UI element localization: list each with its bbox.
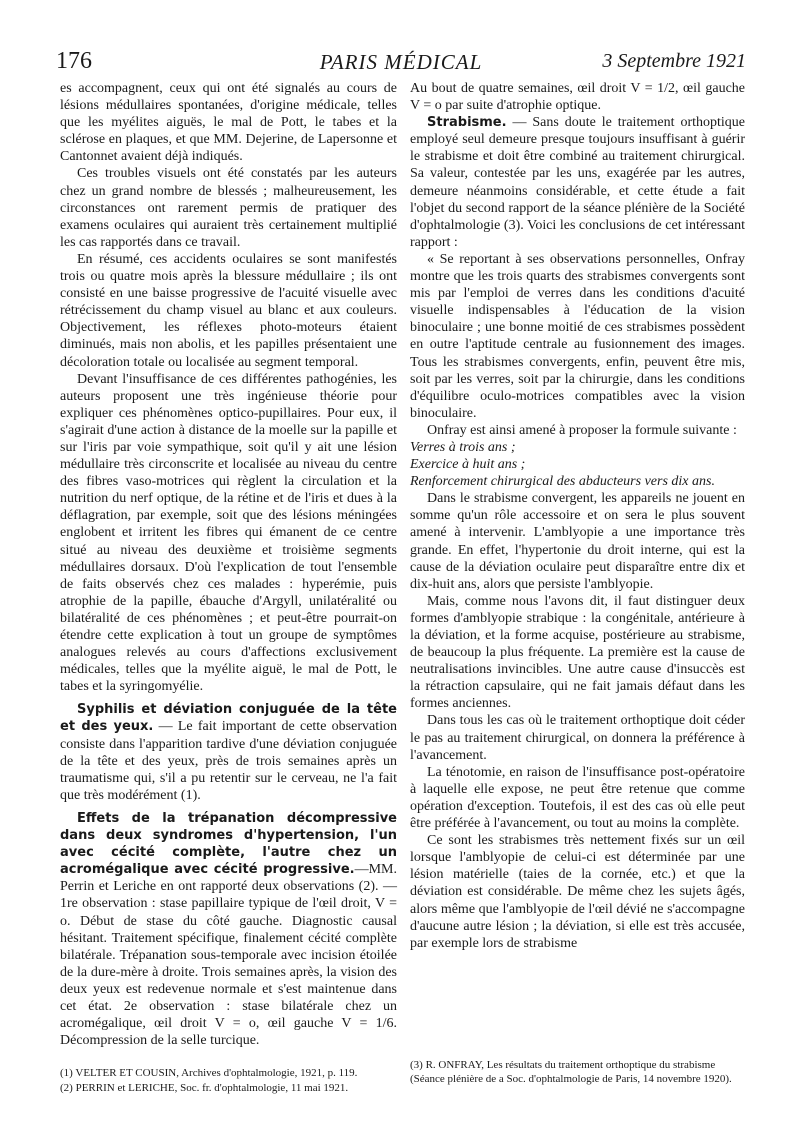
paragraph: Devant l'insuffisance de ces différentes pathogénies, les auteurs proposent une très ingénieuse théorie pour expliquer ces phénomènes optico-pupillaires. Pour eux, il s'agirait d'une action à distance de la moelle sur la papille et sur l'iris par voie sympathique, soit qu'il y ait une lésion médullaire très circonscrite et localisée au niveau du centre des fibres vaso-motrices qui règlent la circulation et la nutrition du nerf optique, de la rétine et de l'iris et dues à la déflagration, par exemple, soit que des lésions méningées englobent et irritent les fibres qui émanent de ce centre situé au niveau des deuxième et troisième segments médullaires dorsaux. D'où l'explication de tout l'ensemble de faits observés chez ces malades : hyperémie, puis atrophie de la papille, ébauche d'Argyll, unilatéralité ou bilatéralité de ces phénomènes ; et peut-être pourrait-on étendre cette explication à tout un groupe de symptômes analogues relevés au cours d'affections exclusivement médicales, telles que la myélite aiguë, le mal de Pott, le tabes et la syringomyélie. (60, 371, 397, 695)
right-column (410, 80, 745, 952)
paragraph: Ce sont les strabismes très nettement fixés sur un œil lorsque l'amblyopie de celui-ci est déterminée par une lésion matérielle (taies de la cornée, etc.) et que la déviation est considérable. De même chez les sujets âgés, alors même que l'amblyopie de l'œil dévié ne s'accompagne d'aucune autre lésion ; la déviation, si elle est très accusée, par exemple lors de strabisme (410, 833, 745, 951)
page-number: 176 (56, 48, 92, 74)
section-heading: Syphilis et déviation conjuguée de la tête et des yeux. (60, 702, 397, 735)
journal-title: PARIS MÉDICAL (319, 50, 483, 74)
footnote: (2) PERRIN et LERICHE, Soc. fr. d'ophtalmologie, 11 mai 1921. (60, 1082, 349, 1094)
paragraph: Dans tous les cas où le traitement orthoptique doit céder le pas au traitement chirurgical, on donnera la préférence à l'avancement. (410, 713, 745, 763)
page-header (56, 48, 746, 78)
section-text: — Sans doute le traitement orthoptique employé seul demeure presque toujours insuffisant à guérir le strabisme et doit être combiné au traitement chirurgical. Sa valeur, contestée par les uns, exagérée par les autres, demeure néanmoins considérable, et cette étude a fait l'objet du second rapport de la séance plénière de la Société d'ophtalmologie (3). Voici les conclusions de cet intéressant rapport : (410, 115, 745, 250)
left-column (60, 80, 397, 1049)
formula-line: Verres à trois ans ; (410, 439, 516, 455)
issue-date: 3 Septembre 1921 (602, 50, 746, 72)
paragraph: Onfray est ainsi amené à proposer la formule suivante : (427, 422, 737, 438)
section-trepanation (60, 810, 397, 1049)
formula-line: Exercice à huit ans ; (410, 457, 526, 473)
section-text: —MM. Perrin et Leriche en ont rapporté deux observations (2). — 1re observation : stase papillaire typique de l'œil droit, V = o. Début de stase du côté gauche. Diagnostic causal hésitant. Traitement spécifique, finalement cécité complète bilatérale. Trépanation sous-temporale avec incision étoilée de la dure-mère à droite. Trois semaines après, la vision des deux yeux est redevenue normale et s'est maintenue dans cet état. 2e observation : stase bilatérale chez un acromégalique, œil droit V = o, œil gauche V = 1/6. Décompression de la selle turcique. (60, 862, 397, 1049)
section-strabisme (410, 114, 745, 251)
section-text: — Le fait important de cette observation consiste dans l'apparition tardive d'une déviation conjuguée de la tête et des yeux, près de trois semaines après un traumatisme qui, s'il a pu retentir sur le cerveau, ne l'a fait que très modérément (1). (60, 719, 397, 803)
left-footnotes (60, 1066, 397, 1096)
paragraph: es accompagnent, ceux qui ont été signalés au cours de lésions médullaires spontanées, d'origine médicale, telles que les myélites aiguës, le mal de Pott, le tabes et la sclérose en plaques, et que MM. Dejerine, de Lapersonne et Cantonnet avaient déjà indiqués. (60, 81, 397, 165)
section-heading: Strabisme. (427, 115, 507, 131)
paragraph: Mais, comme nous l'avons dit, il faut distinguer deux formes d'amblyopie strabique : la congénitale, antérieure à la déviation, et la forme acquise, postérieure au strabisme, de beaucoup la plus fréquente. La première est la cause de neutralisations invincibles. Une autre cause d'insuccès est la rétraction capsulaire, qui ne fait jamais défaut dans les formes anciennes. (410, 593, 745, 712)
paragraph: Ces troubles visuels ont été constatés par les auteurs chez un grand nombre de blessés ; malheureusement, les circonstances ont rarement permis de pratiquer des examens oculaires qui auraient très certainement multiplié les cas rapportés dans ce travail. (60, 166, 397, 250)
section-heading: Effets de la trépanation décompressive dans deux syndromes d'hypertension, l'un avec cécité complète, l'autre chez un acromégalique avec cécité progressive. (60, 810, 397, 878)
right-footnote (410, 1058, 745, 1086)
paragraph: Dans le strabisme convergent, les appareils ne jouent en somme qu'un rôle accessoire et on sera le plus souvent amené à intervenir. L'amblyopie a une importance très grande. En effet, l'hypertonie du droit interne, qui est la cause de la déviation oculaire peut disparaître entre dix et dix-huit ans, alors que persiste l'amblyopie. (410, 491, 745, 592)
paragraph: La ténotomie, en raison de l'insuffisance post-opératoire à laquelle elle expose, ne peut être retenue que comme opération d'exception. Toutefois, il est des cas où elle peut être préférée à l'avancement, ou tout au moins la complète. (410, 764, 745, 832)
paragraph: En résumé, ces accidents oculaires se sont manifestés trois ou quatre mois après la blessure médullaire ; ils ont consisté en une baisse progressive de l'acuité visuelle avec rétrécissement du champ visuel au blanc et aux couleurs. Objectivement, les réflexes photo-moteurs étaient diminués, mais non abolis, et les papilles présentaient une décoloration totale ou localisée au segment temporal. (60, 251, 397, 370)
formula-line: Renforcement chirurgical des abducteurs vers dix ans. (410, 474, 715, 490)
section-syphilis (60, 701, 397, 804)
paragraph: « Se reportant à ses observations personnelles, Onfray montre que les trois quarts des strabismes convergents sont mis par l'emploi de verres dans les conditions d'acuité visuelle indispensables à l'éducation de la vision binoculaire ; une bonne moitié de ces strabismes possèdent en outre l'aptitude centrale au fusionnement des images. Tous les strabismes convergents, enfin, peuvent être mis, soit par les verres, soit par la chirurgie, dans les conditions d'équilibre oculo-motrices compatibles avec la vision binoculaire. (410, 251, 745, 421)
paragraph: Au bout de quatre semaines, œil droit V = 1/2, œil gauche V = o par suite d'atrophie optique. (410, 81, 745, 114)
footnote: (3) R. ONFRAY, Les résultats du traitement orthoptique du strabisme (Séance plénière de a Soc. d'ophtalmologie de Paris, 14 novembre 1920). (410, 1059, 732, 1085)
footnote: (1) VELTER ET COUSIN, Archives d'ophtalmologie, 1921, p. 119. (60, 1067, 358, 1079)
